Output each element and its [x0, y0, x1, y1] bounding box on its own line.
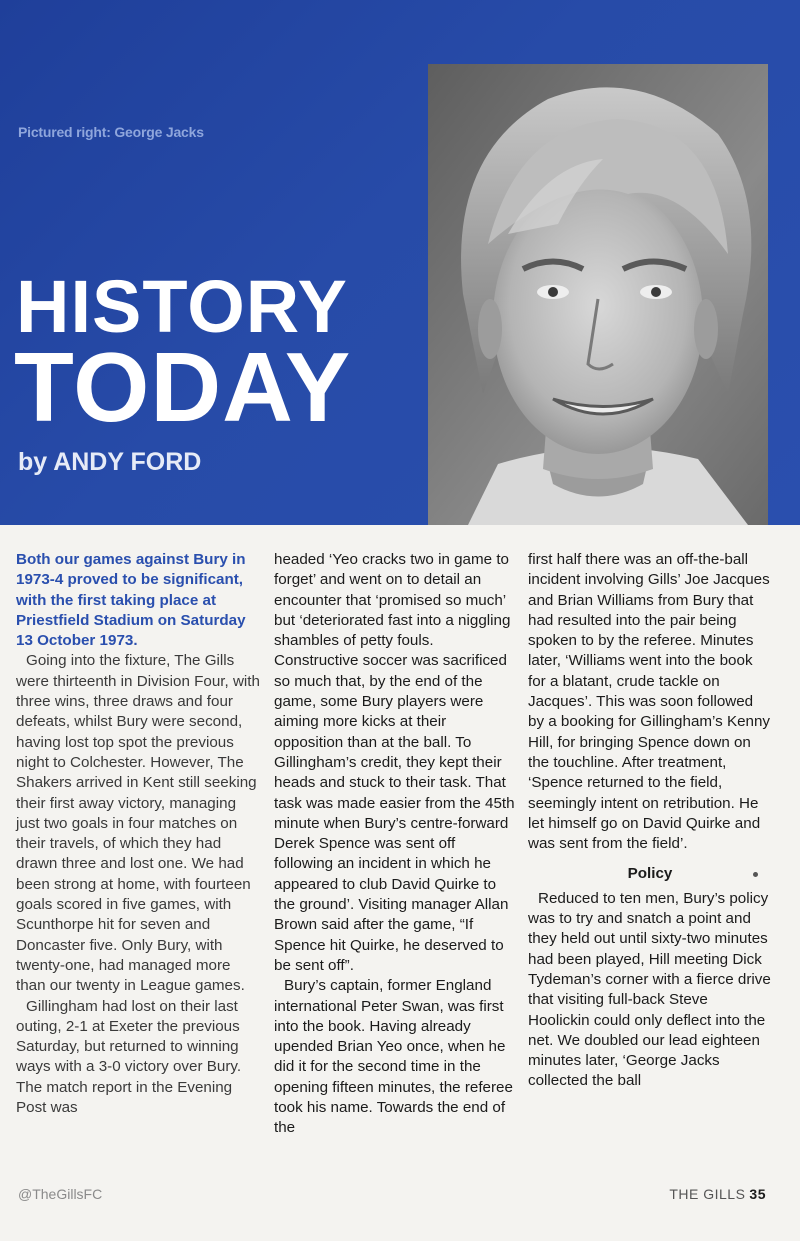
page-title-line-1: HISTORY — [16, 265, 348, 348]
portrait-illustration — [428, 64, 768, 525]
article-paragraph: headed ‘Yeo cracks two in game to forget’ and went on to detail an encounter that ‘promised so much’ but ‘deteriorated fast into a niggling shambles of petty fouls. Constructive soccer was sacrificed so much that, by the end of the game, some Bury players were aiming more kicks at their opposition than at the ball. To Gillingham’s credit, they kept their heads and stuck to their task. That task was made easier from the 45th minute when Bury’s centre-forward Derek Spence was sent off following an incident in which he appeared to club David Quirke to the ground’. Visiting manager Allan Brown said after the game, “If Spence hit Quirke, he deserved to be sent off”. — [274, 551, 515, 974]
article-column-3 — [528, 550, 772, 1092]
header-banner — [0, 0, 800, 525]
photo-caption: Pictured right: George Jacks — [18, 124, 204, 140]
subheading-text: Policy — [627, 865, 673, 883]
magazine-name: THE GILLS — [669, 1186, 746, 1202]
article-column-1 — [16, 550, 260, 1118]
article-paragraph: Going into the fixture, The Gills were thirteenth in Division Four, with three wins, three draws and four defeats, whilst Bury were second, having lost top spot the previous night to Colchester. However, The Shakers arrived in Kent still seeking their first away victory, managing just two goals in four matches on their travels, of which they had drawn three and lost one. We had been strong at home, with fourteen goals scored in five games, with Scunthorpe hit for seven and Doncaster five. Only Bury, with twenty-one, had managed more than our twenty in League games. — [16, 652, 260, 995]
page-footer — [669, 1186, 766, 1202]
portrait-photo — [428, 64, 768, 525]
article-column-2 — [274, 550, 518, 1139]
article-paragraph: Bury’s captain, former England international Peter Swan, was first into the book. Having already upended Brian Yeo once, when he did it for the second time in the opening fifteen minutes, the referee took his name. Towards the end of the — [274, 977, 513, 1137]
section-subheading — [528, 864, 772, 884]
page-title-line-2: TODAY — [14, 332, 352, 442]
article-paragraph: Reduced to ten men, Bury’s policy was to try and snatch a point and they held out until sixty-two minutes had been played, Hill meeting Dick Tydeman’s corner with a fierce drive that visiting full-back Steve Hoolickin could only deflect into the net. We doubled our lead eighteen minutes later, ‘George Jacks collected the ball — [528, 889, 771, 1090]
article-lead: Both our games against Bury in 1973-4 proved to be significant, with the first taking place at Priestfield Stadium on Saturday 13 October 1973. — [16, 551, 246, 650]
social-handle: @TheGillsFC — [18, 1186, 103, 1202]
author-byline: by ANDY FORD — [18, 448, 202, 476]
bullet-dot-icon — [753, 872, 758, 877]
article-paragraph: first half there was an off-the-ball incident involving Gills’ Joe Jacques and Brian Williams from Bury that had resulted into the pair being spoken to by the referee. Minutes later, ‘Williams went into the book for a blatant, crude tackle on Jacques’. This was soon followed by a booking for Gillingham’s Kenny Hill, for bringing Spence down on the touchline. After treatment, ‘Spence returned to the field, seemingly intent on retribution. He let himself go on David Quirke and was sent from the field’. — [528, 551, 771, 853]
page-number: 35 — [749, 1186, 766, 1202]
article-paragraph: Gillingham had lost on their last outing, 2-1 at Exeter the previous Saturday, but returned to winning ways with a 3-0 victory over Bury. The match report in the Evening Post was — [16, 997, 242, 1117]
